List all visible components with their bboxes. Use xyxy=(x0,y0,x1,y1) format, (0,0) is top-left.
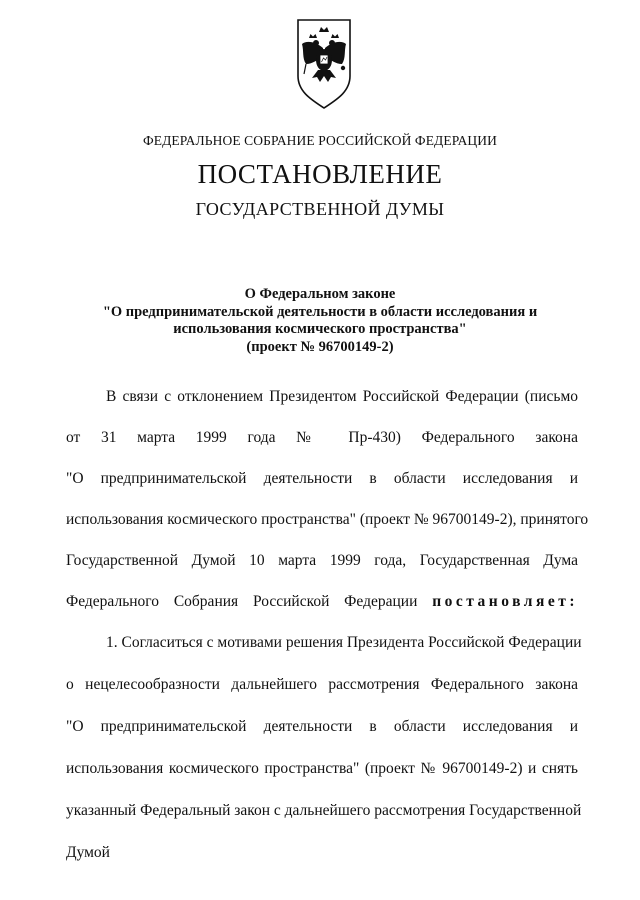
paragraph-line: "О предпринимательской деятельности в области исследования и xyxy=(66,718,578,735)
subject-line: "О предпринимательской деятельности в области исследования и xyxy=(102,303,538,320)
resolution-subject xyxy=(0,286,640,356)
paragraph-line: использования космического пространства" (проект № 96700149-2) и снять xyxy=(66,760,578,777)
coat-of-arms-icon xyxy=(292,18,356,110)
subject-line: О Федеральном законе xyxy=(244,286,396,302)
paragraph-line: Государственной Думой 10 марта 1999 года, Государственная Дума xyxy=(66,552,578,569)
paragraph-line: использования космического пространства" (проект № 96700149-2), принятого xyxy=(66,511,589,528)
paragraph-line: о нецелесообразности дальнейшего рассмотрения Федерального закона xyxy=(66,676,578,693)
resolves-word: постановляет: xyxy=(432,593,578,610)
subject-line: использования космического пространства" xyxy=(173,321,467,337)
paragraph-line: Думой xyxy=(66,844,110,861)
document-issuer: ГОСУДАРСТВЕННОЙ ДУМЫ xyxy=(195,199,445,219)
paragraph-line: 1. Согласиться с мотивами решения Президента Российской Федерации xyxy=(106,634,582,651)
paragraph-line-text: Федерального Собрания Российской Федерации xyxy=(66,593,418,610)
paragraph-line: от 31 марта 1999 года № Пр-430) Федерального закона xyxy=(66,429,578,446)
subject-line: (проект № 96700149-2) xyxy=(246,338,394,355)
paragraph-line: указанный Федеральный закон с дальнейшего рассмотрения Государственной xyxy=(66,802,582,819)
paragraph-line: В связи с отклонением Президентом Российской Федерации (письмо xyxy=(106,388,578,405)
document-type-title: ПОСТАНОВЛЕНИЕ xyxy=(197,159,443,189)
organization-header: ФЕДЕРАЛЬНОЕ СОБРАНИЕ РОССИЙСКОЙ ФЕДЕРАЦИИ xyxy=(143,133,497,148)
paragraph-line xyxy=(66,593,578,611)
paragraph-line: "О предпринимательской деятельности в области исследования и xyxy=(66,470,578,487)
